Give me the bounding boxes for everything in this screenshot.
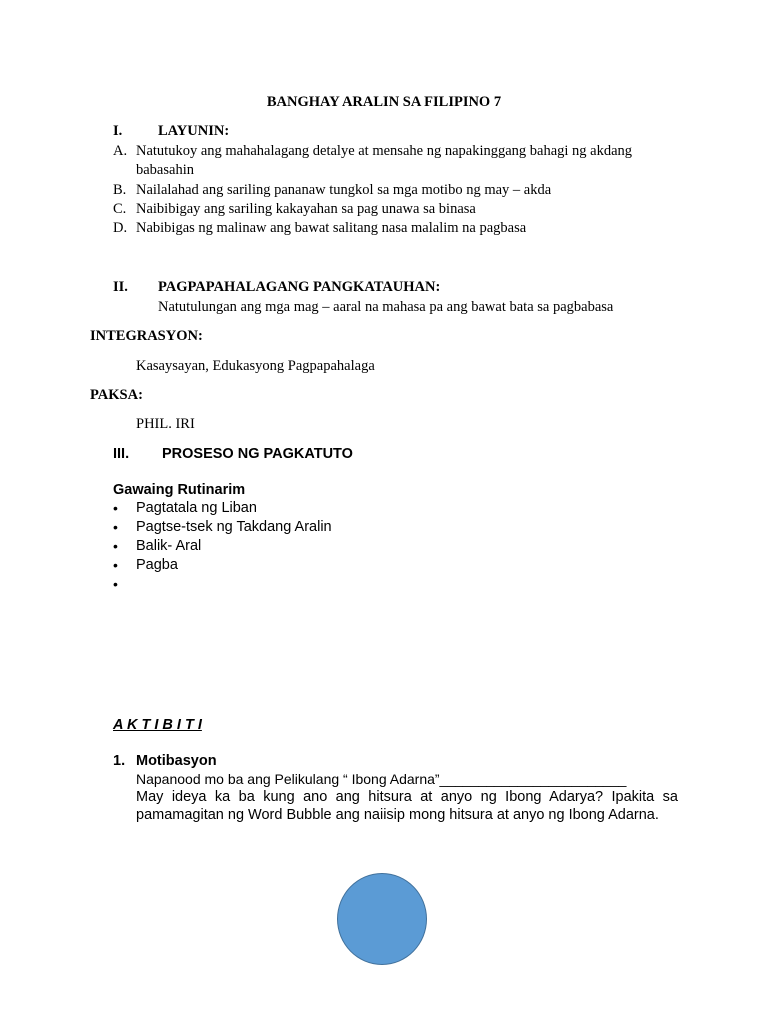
paksa-text: PHIL. IRI [136,416,195,432]
word-bubble-circle [337,873,427,965]
objective-a-text-continued: babasahin [136,162,194,178]
bullet-marker: • [113,557,118,573]
section-1-number: I. [113,123,123,139]
section-2-heading: PAGPAPAHALAGANG PANGKATAUHAN: [158,279,441,295]
motibasyon-instruction-line-2: pamamagitan ng Word Bubble ang naiisip mong hitsura at anyo ng Ibong Adarna. [136,807,659,823]
aktibiti-heading: A K T I B I T I [113,717,202,733]
bullet-marker: • [113,500,118,516]
routine-item: Pagtse-tsek ng Takdang Aralin [136,519,332,535]
section-3-number: III. [113,446,130,462]
objective-d-letter: D. [113,220,128,236]
routine-item: Balik- Aral [136,538,202,554]
routine-item: Pagba [136,557,178,573]
objective-b-letter: B. [113,182,127,198]
objective-c-letter: C. [113,201,127,217]
bullet-marker: • [113,538,118,554]
objective-b-text: Nailalahad ang sariling pananaw tungkol sa mga motibo ng may – akda [136,182,552,198]
objective-a-text: Natutukoy ang mahahalagang detalye at mensahe ng napakinggang bahagi ng akdang [136,143,633,159]
objective-d-text: Nabibigas ng malinaw ang bawat salitang nasa malalim na pagbasa [136,220,527,236]
motibasyon-question: Napanood mo ba ang Pelikulang “ Ibong Adarna”________________________ [136,771,627,787]
integrasyon-heading: INTEGRASYON: [90,328,203,344]
objective-c-text: Naibibigay ang sariling kakayahan sa pag unawa sa binasa [136,201,476,217]
paksa-heading: PAKSA: [90,387,143,403]
aktibiti-item-number: 1. [113,753,126,769]
routine-subheading: Gawaing Rutinarim [113,482,246,498]
integrasyon-text: Kasaysayan, Edukasyong Pagpapahalaga [136,358,375,374]
motibasyon-instruction-line-1: May ideya ka ba kung ano ang hitsura at anyo ng Ibong Adarya? Ipakita sa [136,789,678,805]
objective-a-letter: A. [113,143,128,159]
aktibiti-item-title: Motibasyon [136,753,217,769]
document-title: BANGHAY ARALIN SA FILIPINO 7 [266,94,502,110]
routine-item: Pagtatala ng Liban [136,500,257,516]
section-1-heading: LAYUNIN: [158,123,230,139]
section-3-heading: PROSESO NG PAGKATUTO [162,446,353,462]
bullet-marker: • [113,576,118,592]
bullet-marker: • [113,519,118,535]
section-2-text: Natutulungan ang mga mag – aaral na mahasa pa ang bawat bata sa pagbabasa [158,299,614,315]
section-2-number: II. [113,279,128,295]
